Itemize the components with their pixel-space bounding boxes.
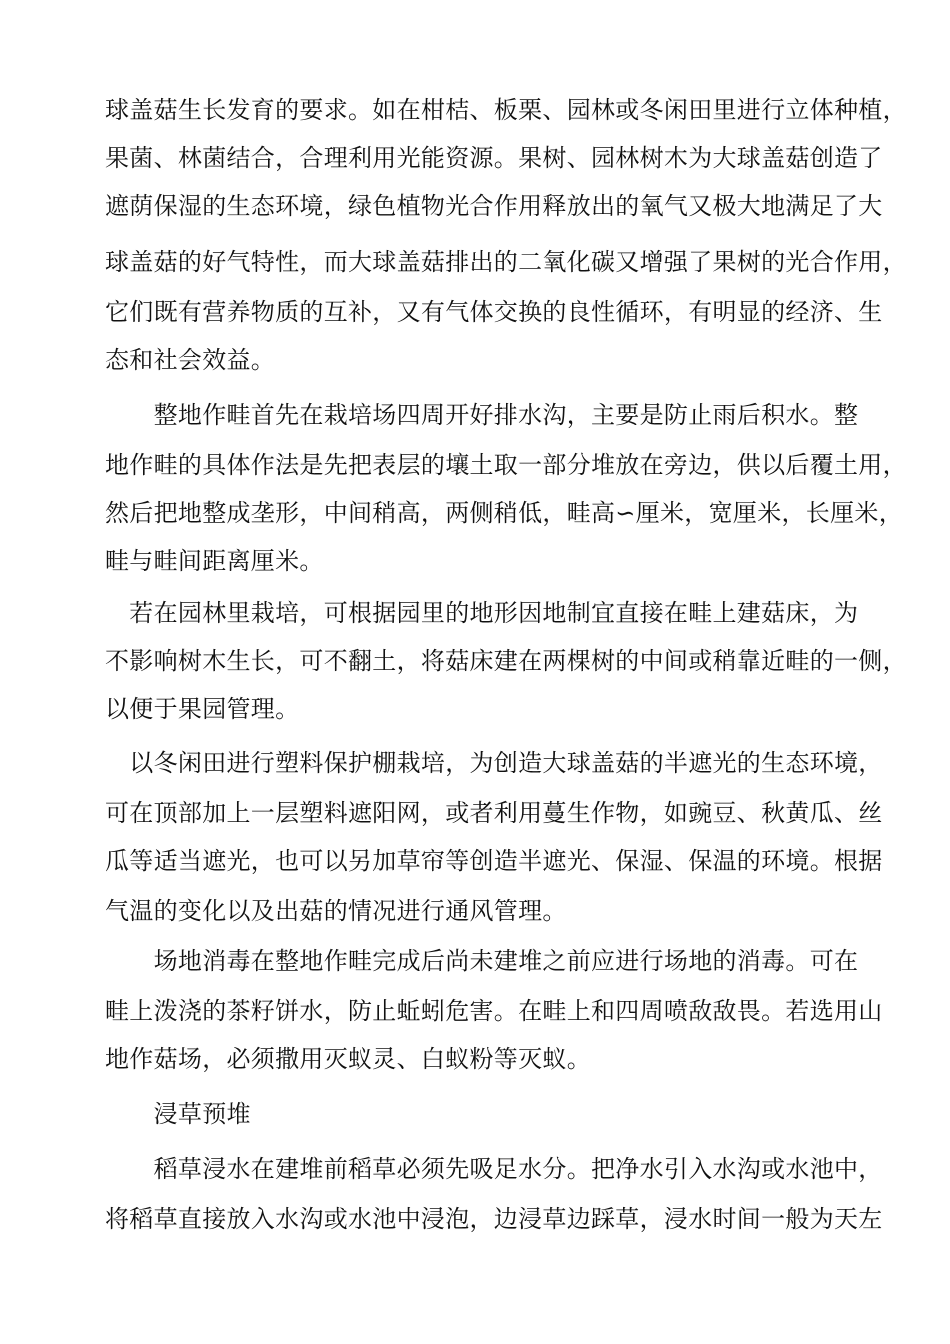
paragraph-2-line-3: 然后把地整成垄形，中间稍高，两侧稍低，畦高∽厘米，宽厘米，长厘米， bbox=[105, 499, 904, 527]
paragraph-4-line-4: 气温的变化以及出菇的情况进行通风管理。 bbox=[105, 897, 567, 925]
paragraph-5-line-3: 地作菇场，必须撒用灭蚁灵、白蚁粉等灭蚁。 bbox=[105, 1045, 591, 1073]
paragraph-1-line-6: 态和社会效益。 bbox=[105, 346, 276, 374]
paragraph-4-line-2: 可在顶部加上一层塑料遮阳网，或者利用蔓生作物，如豌豆、秋黄瓜、丝 bbox=[105, 799, 883, 827]
paragraph-1-line-2: 果菌、林菌结合，合理利用光能资源。果树、园林树木为大球盖菇创造了 bbox=[105, 144, 883, 172]
paragraph-6-line-2: 将稻草直接放入水沟或水池中浸泡，边浸草边踩草，浸水时间一般为天左 bbox=[105, 1205, 883, 1233]
paragraph-4-line-3: 瓜等适当遮光，也可以另加草帘等创造半遮光、保湿、保温的环境。根据 bbox=[105, 847, 883, 875]
paragraph-1-line-4: 球盖菇的好气特性，而大球盖菇排出的二氧化碳又增强了果树的光合作用， bbox=[105, 248, 907, 276]
paragraph-2-line-2: 地作畦的具体作法是先把表层的壤土取一部分堆放在旁边，供以后覆土用， bbox=[105, 451, 907, 479]
paragraph-4-line-1: 以冬闲田进行塑料保护棚栽培，为创造大球盖菇的半遮光的生态环境， bbox=[105, 749, 883, 777]
paragraph-3-line-1: 若在园林里栽培，可根据园里的地形因地制宜直接在畦上建菇床，为 bbox=[105, 599, 859, 627]
paragraph-2-line-1: 整地作畦首先在栽培场四周开好排水沟，主要是防止雨后积水。整 bbox=[105, 401, 859, 429]
paragraph-3-line-2: 不影响树木生长，可不翻土，将菇床建在两棵树的中间或稍靠近畦的一侧， bbox=[105, 647, 907, 675]
paragraph-6-line-1: 稻草浸水在建堆前稻草必须先吸足水分。把净水引入水沟或水池中， bbox=[105, 1155, 883, 1183]
paragraph-2-line-4: 畦与畦间距离厘米。 bbox=[105, 547, 324, 575]
section-heading: 浸草预堆 bbox=[105, 1100, 251, 1128]
paragraph-5-line-2: 畦上泼浇的茶籽饼水，防止蚯蚓危害。在畦上和四周喷敌敌畏。若选用山 bbox=[105, 997, 883, 1025]
paragraph-1-line-5: 它们既有营养物质的互补，又有气体交换的良性循环，有明显的经济、生 bbox=[105, 298, 883, 326]
paragraph-1-line-3: 遮荫保湿的生态环境，绿色植物光合作用释放出的氧气又极大地满足了大 bbox=[105, 192, 883, 220]
paragraph-5-line-1: 场地消毒在整地作畦完成后尚未建堆之前应进行场地的消毒。可在 bbox=[105, 947, 859, 975]
paragraph-1-line-1: 球盖菇生长发育的要求。如在柑桔、板栗、园林或冬闲田里进行立体种植， bbox=[105, 96, 907, 124]
paragraph-3-line-3: 以便于果园管理。 bbox=[105, 695, 300, 723]
